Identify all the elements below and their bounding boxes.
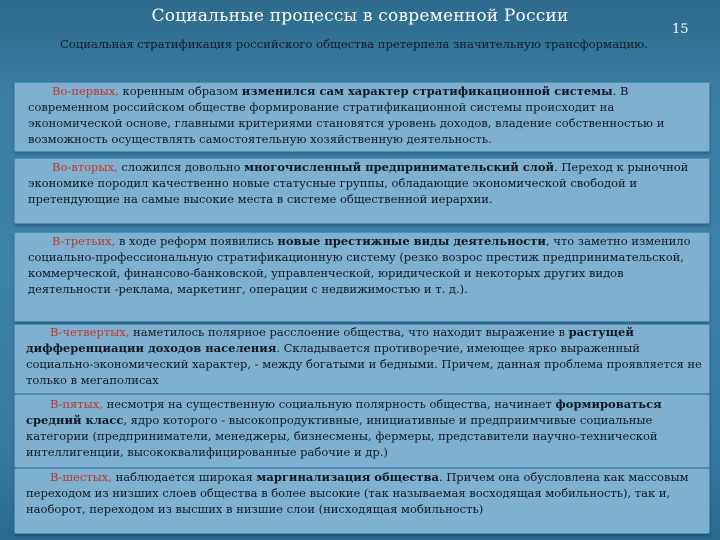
paragraph-lead: Во-вторых, xyxy=(52,160,118,174)
paragraph-text: наблюдается широкая xyxy=(111,470,257,484)
paragraph-text: наметилось полярное расслоение общества, что находит выражение в xyxy=(129,325,569,339)
paragraph-emphasis: растущей дифференциации доходов населения xyxy=(26,325,634,355)
paragraph-text: . Складывается противоречие, имеющее ярко выраженный социально-экономический характер, - между богатыми и бедными. Причем, данная проблема проявляется не только в мегаполисах xyxy=(26,341,702,387)
paragraph-text: сложился довольно xyxy=(117,160,245,174)
paragraph-text: . Переход к рыночной экономике породил качественно новые статусные группы, обладающие экономической свободой и претендующие на самые высокие места в системе общественной иерархии. xyxy=(28,160,689,206)
paragraph-text: , ядро которого - высокопродуктивные, инициативные и предприимчивые социальные категории (предприниматели, менеджеры, бизнесмены, фермеры, представители научно-технической интеллигенции, высококвалифицированные рабочие и др.) xyxy=(26,413,658,459)
paragraph-lead: Во-первых, xyxy=(52,84,119,98)
paragraph-text: , что заметно изменило социально-профессиональную стратификационную систему (резко возрос престиж предпринимательской, коммерческой, финансово-банковской, управленческой, юридической и некоторых других видов деятельности -реклама, маркетинг, операции с недвижимостью и т. д.). xyxy=(28,234,691,296)
paragraph-lead: В-третьих, xyxy=(52,234,116,248)
paragraph-emphasis: изменился сам характер стратификационной системы xyxy=(241,84,613,98)
paragraph-lead: В-четвертых, xyxy=(50,325,130,339)
paragraph-text: коренным образом xyxy=(118,84,242,98)
paragraph-emphasis: формироваться средний класс xyxy=(26,397,662,427)
paragraph-6 xyxy=(26,469,698,517)
paragraph-text: в ходе реформ появились xyxy=(115,234,278,248)
paragraph-1 xyxy=(28,83,700,147)
paragraph-4 xyxy=(26,324,706,388)
intro-text: Социальная стратификация российского общества претерпела значительную трансформацию. xyxy=(60,37,648,51)
paragraph-text: . В современном российском обществе формирование стратификационной системы происходит на экономической основе, главными критериями становятся уровень доходов, владение собственностью и возможность осуществлять самостоятельную хозяйственную деятельность. xyxy=(28,84,665,146)
paragraph-lead: В-пятых, xyxy=(50,397,103,411)
paragraph-2 xyxy=(28,159,700,207)
paragraph-text: несмотря на существенную социальную полярность общества, начинает xyxy=(102,397,556,411)
paragraph-3 xyxy=(28,233,700,297)
paragraph-emphasis: маргинализация общества xyxy=(256,470,439,484)
paragraph-text: . Причем она обусловлена как массовым переходом из низших слоев общества в более высокие (так называемая восходящая мобильность), так и, наоборот, переходом из высших в низшие слои (нисходящая мобильность) xyxy=(26,470,689,516)
paragraph-emphasis: новые престижные виды деятельности xyxy=(277,234,546,248)
page-number: 15 xyxy=(672,22,689,37)
paragraph-emphasis: многочисленный предпринимательский слой xyxy=(244,160,555,174)
paragraph-lead: В-шестых, xyxy=(50,470,112,484)
slide-title: Социальные процессы в современной России xyxy=(151,6,569,26)
paragraph-5 xyxy=(26,396,698,460)
